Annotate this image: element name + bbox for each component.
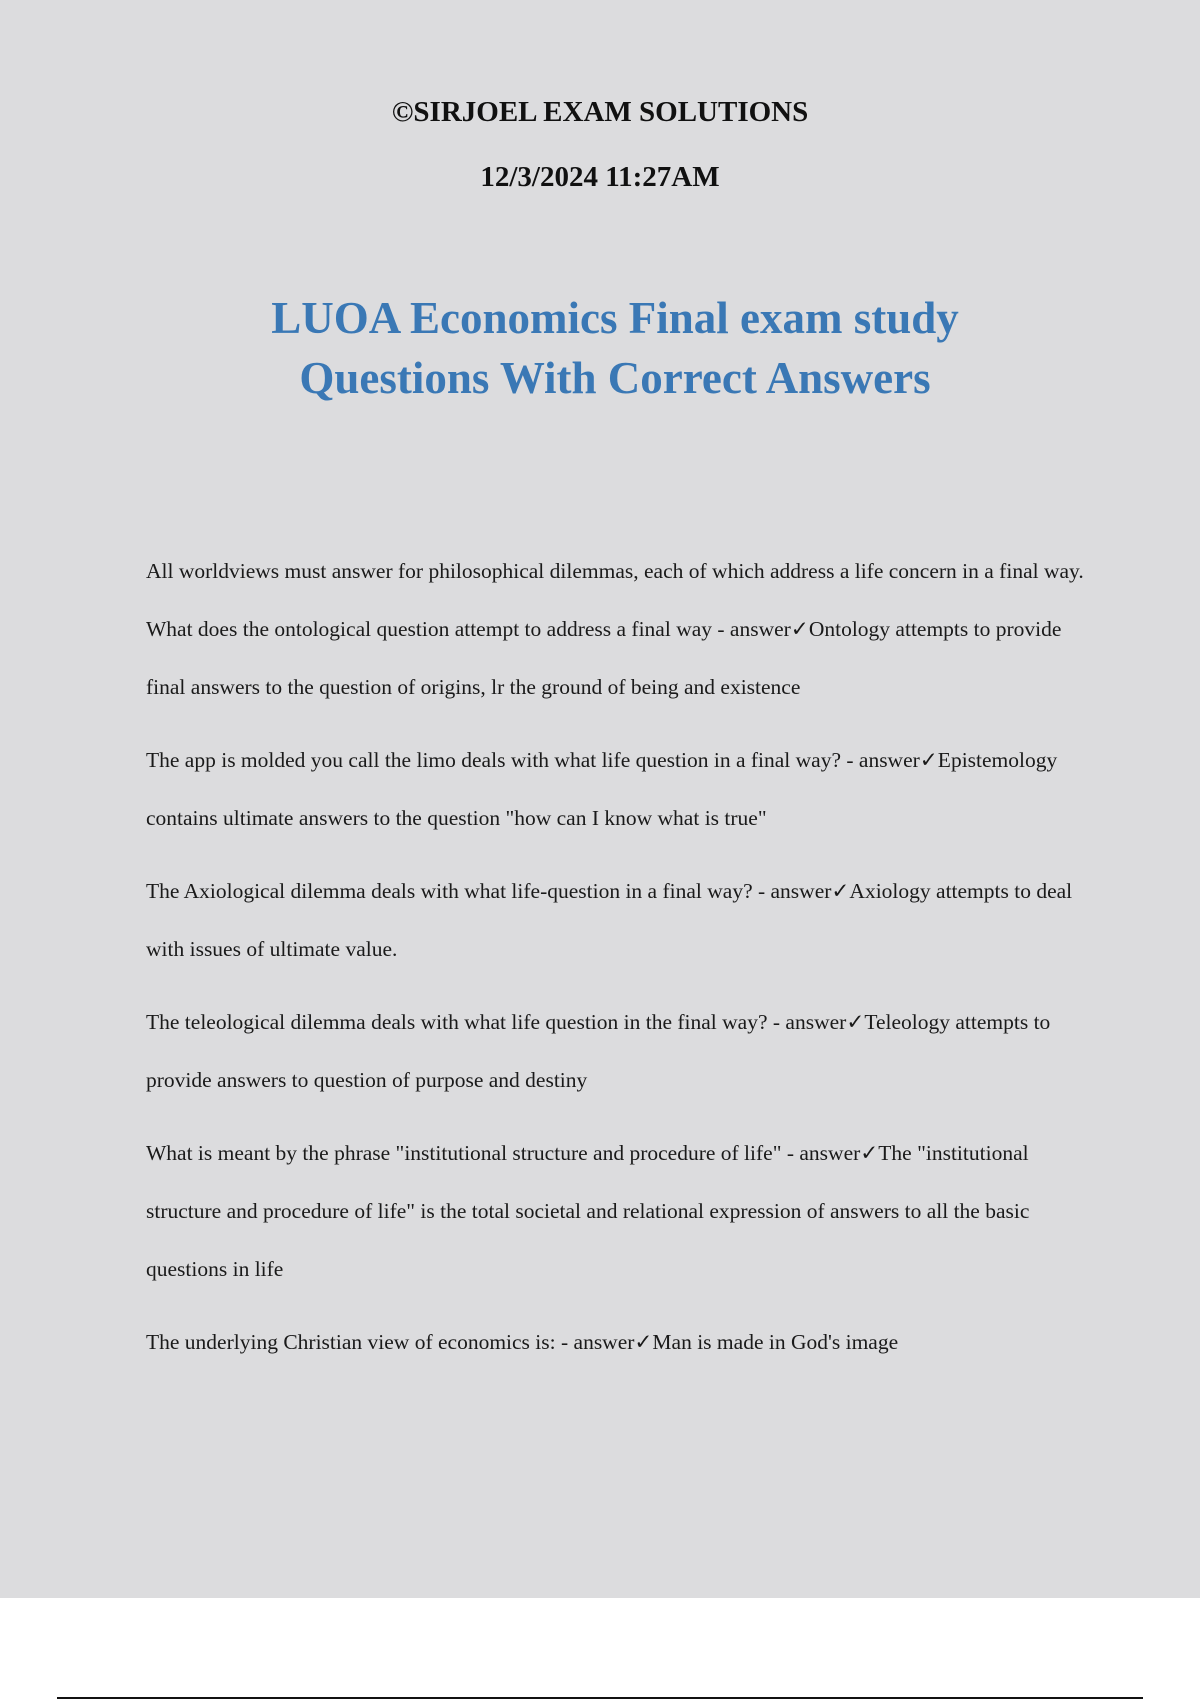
qa-item-ontology: All worldviews must answer for philosophical dilemmas, each of which address a life concern in a final way. What does the ontological question attempt to address a final way - answer✓Ontology attempts to provide final answers to the question of origins, lr the ground of being and existence [146,559,1084,699]
qa-item-axiology: The Axiological dilemma deals with what life-question in a final way? - answer✓Axiology attempts to deal with issues of ultimate value. [146,879,1073,961]
document-title [180,288,1050,408]
qa-list [146,542,1096,1386]
qa-item-christian-economics: The underlying Christian view of economics is: - answer✓Man is made in God's image [146,1330,899,1354]
title-line-2: Questions With Correct Answers [299,353,931,403]
timestamp: 12/3/2024 11:27AM [480,161,720,193]
footer-divider [57,1697,1143,1699]
brand-header: ©SIRJOEL EXAM SOLUTIONS [391,96,809,128]
title-line-1: LUOA Economics Final exam study [271,293,959,343]
qa-item-institutional-structure: What is meant by the phrase "institutional structure and procedure of life" - answer✓The "institutional structure and procedure of life" is the total societal and relational expression of answers to all the basic questions in life [146,1141,1030,1281]
qa-item-teleology: The teleological dilemma deals with what life question in the final way? - answer✓Teleology attempts to provide answers to question of purpose and destiny [146,1010,1051,1092]
qa-item-epistemology: The app is molded you call the limo deals with what life question in a final way? - answer✓Epistemology contains ultimate answers to the question "how can I know what is true" [146,748,1058,830]
